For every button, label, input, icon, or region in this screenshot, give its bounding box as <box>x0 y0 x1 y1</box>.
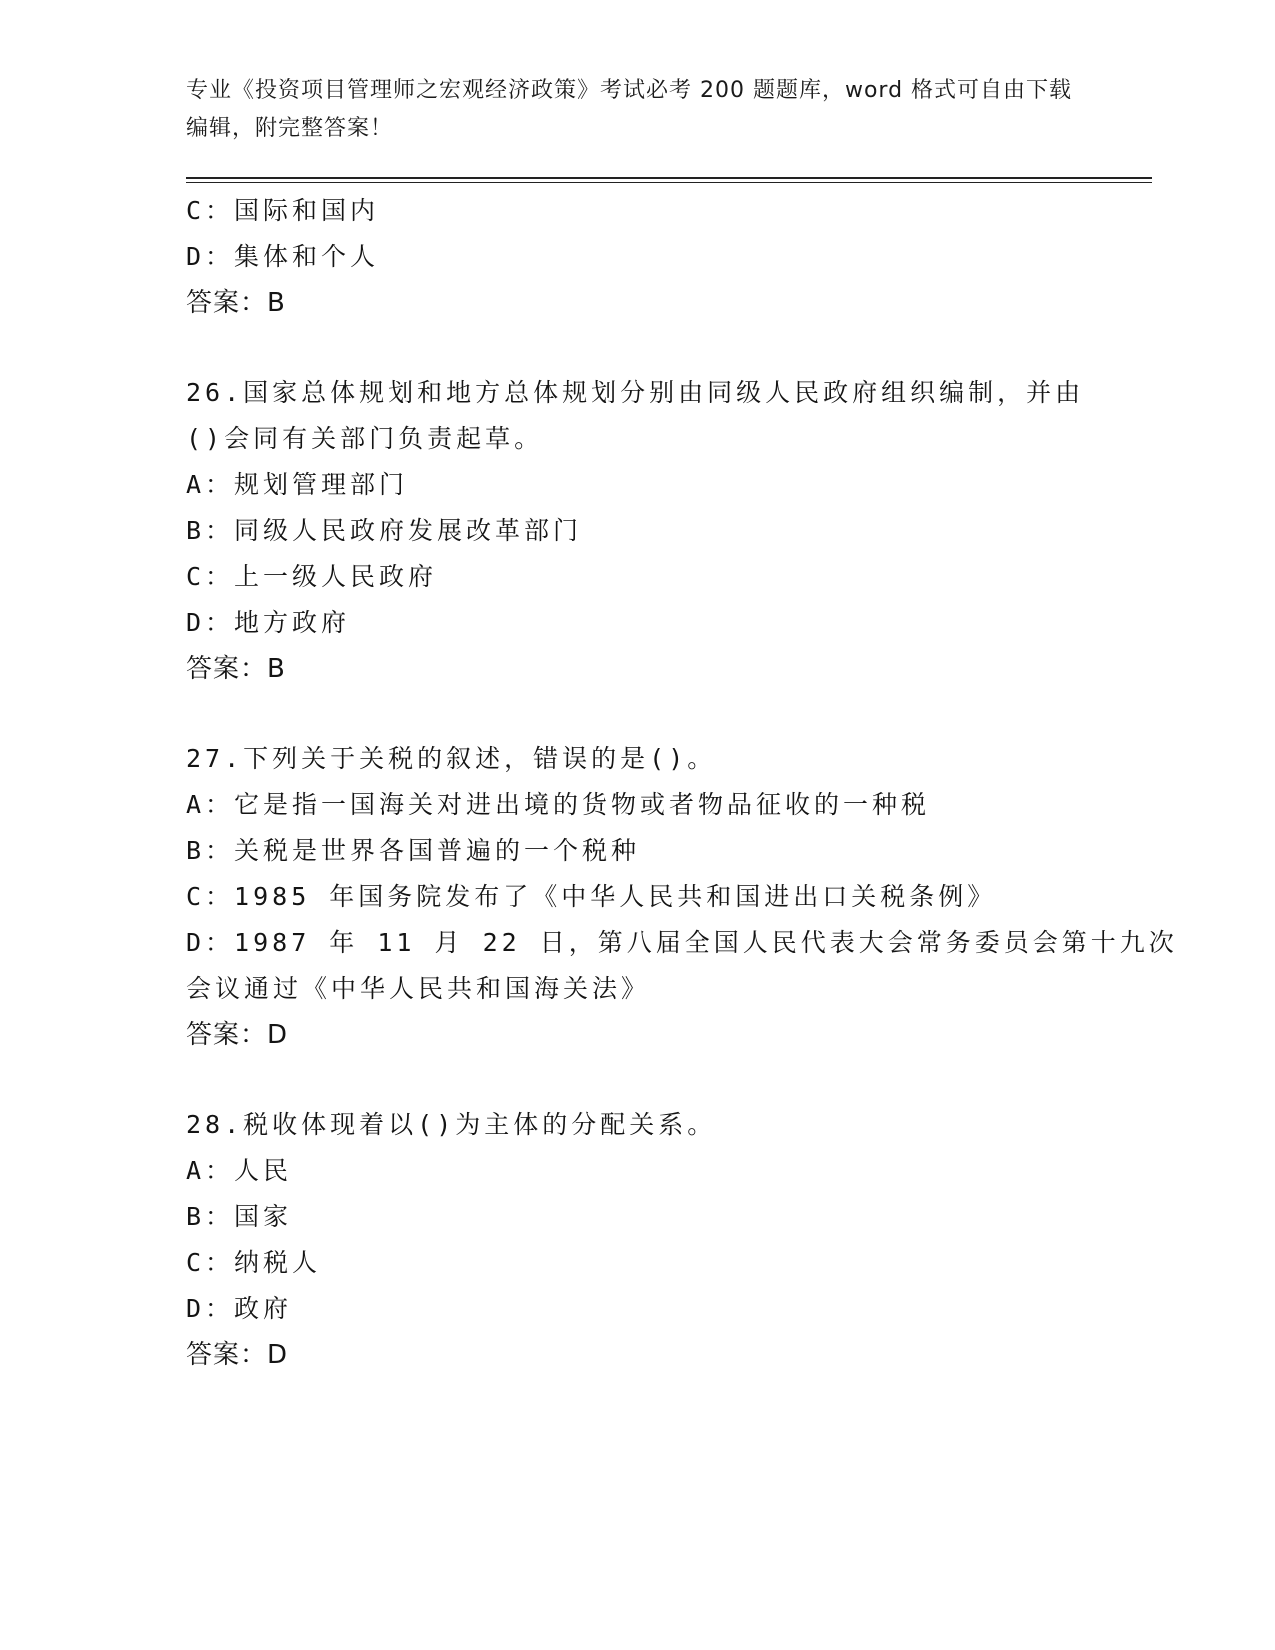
option-a: A：人民 <box>186 1156 293 1185</box>
option-c: C：上一级人民政府 <box>186 562 438 591</box>
option-d: D：政府 <box>186 1294 293 1323</box>
option-c: C：1985 年国务院发布了《中华人民共和国进出口关税条例》 <box>186 882 997 911</box>
option-b: B：同级人民政府发展改革部门 <box>186 516 583 545</box>
header-divider-thin <box>186 182 1152 183</box>
option-d-continued: 会议通过《中华人民共和国海关法》 <box>186 974 651 1003</box>
question-stem-continued: ()会同有关部门负责起草。 <box>186 424 544 453</box>
question-28 <box>186 1102 1086 1378</box>
document-intro: 专业《投资项目管理师之宏观经济政策》考试必考 200 题题库，word 格式可自由下载编辑，附完整答案！ <box>186 78 1073 141</box>
question-26 <box>186 370 1086 692</box>
option-d: D：1987 年 11 月 22 日，第八届全国人民代表大会常务委员会第十九次 <box>186 928 1178 957</box>
question-27 <box>186 736 1178 1058</box>
header-divider-thick <box>186 177 1152 179</box>
option-d: D：地方政府 <box>186 608 351 637</box>
answer-line: 答案：B <box>186 654 286 684</box>
question-stem: 28.税收体现着以()为主体的分配关系。 <box>186 1110 717 1139</box>
answer-line: 答案：B <box>186 288 286 318</box>
option-a: A：规划管理部门 <box>186 470 409 499</box>
option-b: B：国家 <box>186 1202 293 1231</box>
option-c: C：国际和国内 <box>186 196 380 225</box>
question-list <box>186 188 1178 1378</box>
question-stem: 26.国家总体规划和地方总体规划分别由同级人民政府组织编制，并由 <box>186 378 1085 407</box>
answer-line: 答案：D <box>186 1020 289 1050</box>
option-c: C：纳税人 <box>186 1248 322 1277</box>
option-d: D：集体和个人 <box>186 242 380 271</box>
option-a: A：它是指一国海关对进出境的货物或者物品征收的一种税 <box>186 790 931 819</box>
question-25-tail <box>186 188 1086 326</box>
question-stem: 27.下列关于关税的叙述，错误的是()。 <box>186 744 717 773</box>
option-b: B：关税是世界各国普遍的一个税种 <box>186 836 641 865</box>
answer-line: 答案：D <box>186 1340 289 1370</box>
